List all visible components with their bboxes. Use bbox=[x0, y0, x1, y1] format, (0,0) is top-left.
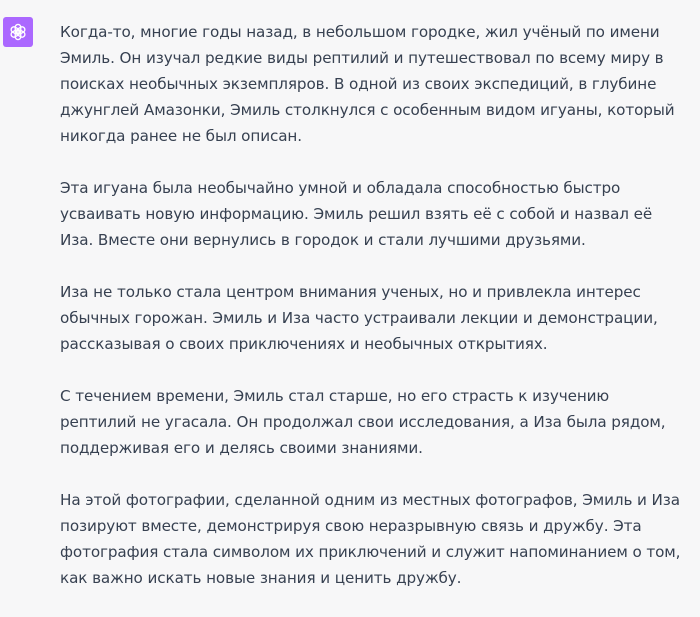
openai-logo-icon bbox=[7, 21, 29, 43]
message-paragraph: Иза не только стала центром внимания ученых, но и привлекла интерес обычных горожан. Эмиль и Иза часто устраивали лекции и демонстрации, рассказывая о своих приключениях и необычных открытиях. bbox=[60, 283, 658, 353]
message-paragraph: На этой фотографии, сделанной одним из местных фотографов, Эмиль и Иза позируют вместе, демонстрируя свою неразрывную связь и дружбу. Эта фотография стала символом их приключений и служит напоминанием о том, как важно искать новые знания и ценить дружбу. bbox=[60, 491, 681, 587]
message-paragraph: Эта игуана была необычайно умной и обладала способностью быстро усваивать новую информацию. Эмиль решил взять её с собой и назвал её Иза. Вместе они вернулись в городок и стали лучшими друзьями. bbox=[60, 179, 653, 249]
message-paragraph: С течением времени, Эмиль стал старше, но его страсть к изучению рептилий не угасала. Он продолжал свои исследования, а Иза была рядом, поддерживая его и делясь своими знаниями. bbox=[60, 387, 666, 457]
message-content bbox=[60, 19, 686, 617]
assistant-avatar bbox=[3, 17, 33, 47]
message-paragraph: Когда-то, многие годы назад, в небольшом городке, жил учёный по имени Эмиль. Он изучал редкие виды рептилий и путешествовал по всему миру в поисках необычных экземпляров. В одной из своих экспедиций, в глубине джунглей Амазонки, Эмиль столкнулся с особенным видом игуаны, который никогда ранее не был описан. bbox=[60, 23, 675, 145]
